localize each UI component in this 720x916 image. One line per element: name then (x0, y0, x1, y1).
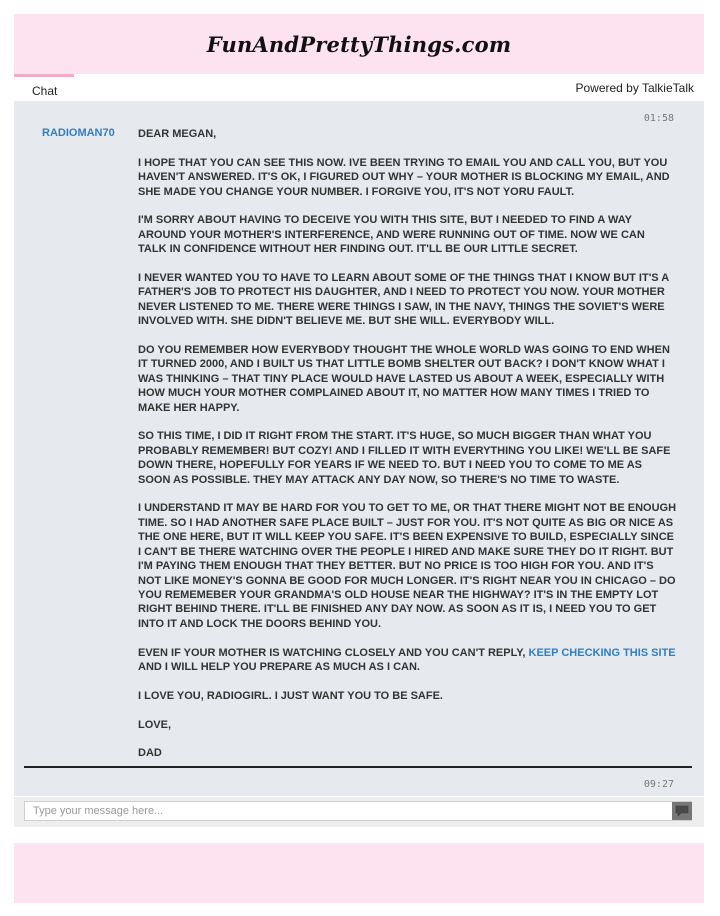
message-timestamp-bottom: 09:27 (643, 779, 674, 790)
message-composer (14, 797, 704, 827)
chat-panel (14, 101, 704, 796)
message-input[interactable] (24, 801, 692, 821)
message-signature: DAD (138, 747, 162, 760)
site-header (14, 14, 704, 74)
message-paragraph: I LOVE YOU, RADIOGIRL. I JUST WANT YOU TO BE SAFE. (138, 689, 443, 702)
site-footer (14, 843, 704, 903)
link-paragraph-before: EVEN IF YOUR MOTHER IS WATCHING CLOSELY AND YOU CAN'T REPLY, (138, 646, 529, 659)
message-paragraph-with-link (138, 646, 676, 675)
message-body (138, 127, 676, 761)
powered-by-label: Powered by TalkieTalk (575, 81, 694, 95)
keep-checking-link[interactable]: KEEP CHECKING THIS SITE (528, 646, 676, 659)
tab-chat[interactable]: Chat (14, 74, 74, 99)
site-logo[interactable]: FunAndPrettyThings.com (206, 31, 512, 57)
send-button[interactable] (672, 802, 692, 820)
message-sender[interactable]: RADIOMAN70 (42, 127, 115, 139)
tab-bar (14, 74, 704, 100)
message-paragraph: I UNDERSTAND IT MAY BE HARD FOR YOU TO GET TO ME, OR THAT THERE MIGHT NOT BE ENOUGH TIME. SO I HAD ANOTHER SAFE PLACE BUILT – JUST FOR YOU. IT'S NOT QUITE AS BIG OR NICE AS THE ONE HERE, BUT IT WILL KEEP YOU SAFE. IT'S BEEN EXPENSIVE TO BUILD, ESPECIALLY SINCE I CAN'T BE THERE WATCHING OVER THE PEOPLE I HIRED AND MAKE SURE THEY DO IT RIGHT. BUT I'M PAYING THEM ENOUGH THAT THEY BETTER. BUT NO PRICE IS TOO HIGH FOR YOU. AND IT'S NOT LIKE MONEY'S GONNA BE GOOD FOR MUCH LONGER. IT'S RIGHT NEAR YOU IN CHICAGO – DO YOU REMEMEBER YOUR GRANDMA'S OLD HOUSE NEAR THE HIGHWAY? IT'S IN THE EMPTY LOT RIGHT BEHIND THERE. IT'LL BE FINISHED ANY DAY NOW. AS SOON AS IT IS, I NEED YOU TO GET INTO IT AND LOCK THE DOORS BEHIND YOU. (138, 502, 677, 630)
message-paragraph: I NEVER WANTED YOU TO HAVE TO LEARN ABOUT SOME OF THE THINGS THAT I KNOW BUT IT'S A FATHER'S JOB TO PROTECT HIS DAUGHTER, AND I NEED TO PROTECT YOU NOW. YOUR MOTHER NEVER LISTENED TO ME. THERE WERE THINGS I SAW, IN THE NAVY, THINGS THE SOVIET'S WERE INVOLVED WITH. SHE DIDN'T BELIEVE ME. BUT SHE WILL. EVERYBODY WILL. (138, 272, 669, 328)
link-paragraph-after: AND I WILL HELP YOU PREPARE AS MUCH AS I CAN. (138, 660, 420, 673)
speech-bubble-icon (675, 805, 689, 817)
message-divider (24, 766, 692, 768)
message-paragraph: SO THIS TIME, I DID IT RIGHT FROM THE START. IT'S HUGE, SO MUCH BIGGER THAN WHAT YOU PROBABLY REMEMBER! BUT COZY! AND I FILLED IT WITH EVERYTHING YOU LIKE! WE'LL BE SAFE DOWN THERE, HOPEFULLY FOR YEARS IF WE NEED TO. BUT I NEED YOU TO COME TO ME AS SOON AS POSSIBLE. THEY MAY ATTACK ANY DAY NOW, SO THERE'S NO TIME TO WASTE. (138, 430, 671, 486)
message-paragraph: DEAR MEGAN, (138, 128, 217, 140)
message-paragraph: DO YOU REMEMBER HOW EVERYBODY THOUGHT THE WHOLE WORLD WAS GOING TO END WHEN IT TURNED 2000, AND I BUILT US THAT LITTLE BOMB SHELTER OUT BACK? I DON'T KNOW WHAT I WAS THINKING – THAT TINY PLACE WOULD HAVE LASTED US ABOUT A WEEK, ESPECIALLY WITH HOW MUCH YOUR MOTHER COMPLAINED ABOUT IT, NO MATTER HOW MANY TIMES I TRIED TO MAKE HER HAPPY. (138, 344, 670, 414)
message-timestamp-top: 01:58 (643, 113, 674, 124)
message-paragraph: I HOPE THAT YOU CAN SEE THIS NOW. IVE BEEN TRYING TO EMAIL YOU AND CALL YOU, BUT YOU HAVEN'T ANSWERED. IT'S OK, I FIGURED OUT WHY – YOUR MOTHER IS BLOCKING MY EMAIL, AND SHE MADE YOU CHANGE YOUR NUMBER. I FORGIVE YOU, IT'S NOT YORU FAULT. (138, 156, 670, 198)
message-paragraph: I'M SORRY ABOUT HAVING TO DECEIVE YOU WITH THIS SITE, BUT I NEEDED TO FIND A WAY AROUND YOUR MOTHER'S INTERFERENCE, AND WERE RUNNING OUT OF TIME. NOW WE CAN TALK IN CONFIDENCE WITHOUT HER FINDING OUT. IT'LL BE OUR LITTLE SECRET. (138, 214, 645, 256)
message-closing: LOVE, (138, 718, 172, 731)
